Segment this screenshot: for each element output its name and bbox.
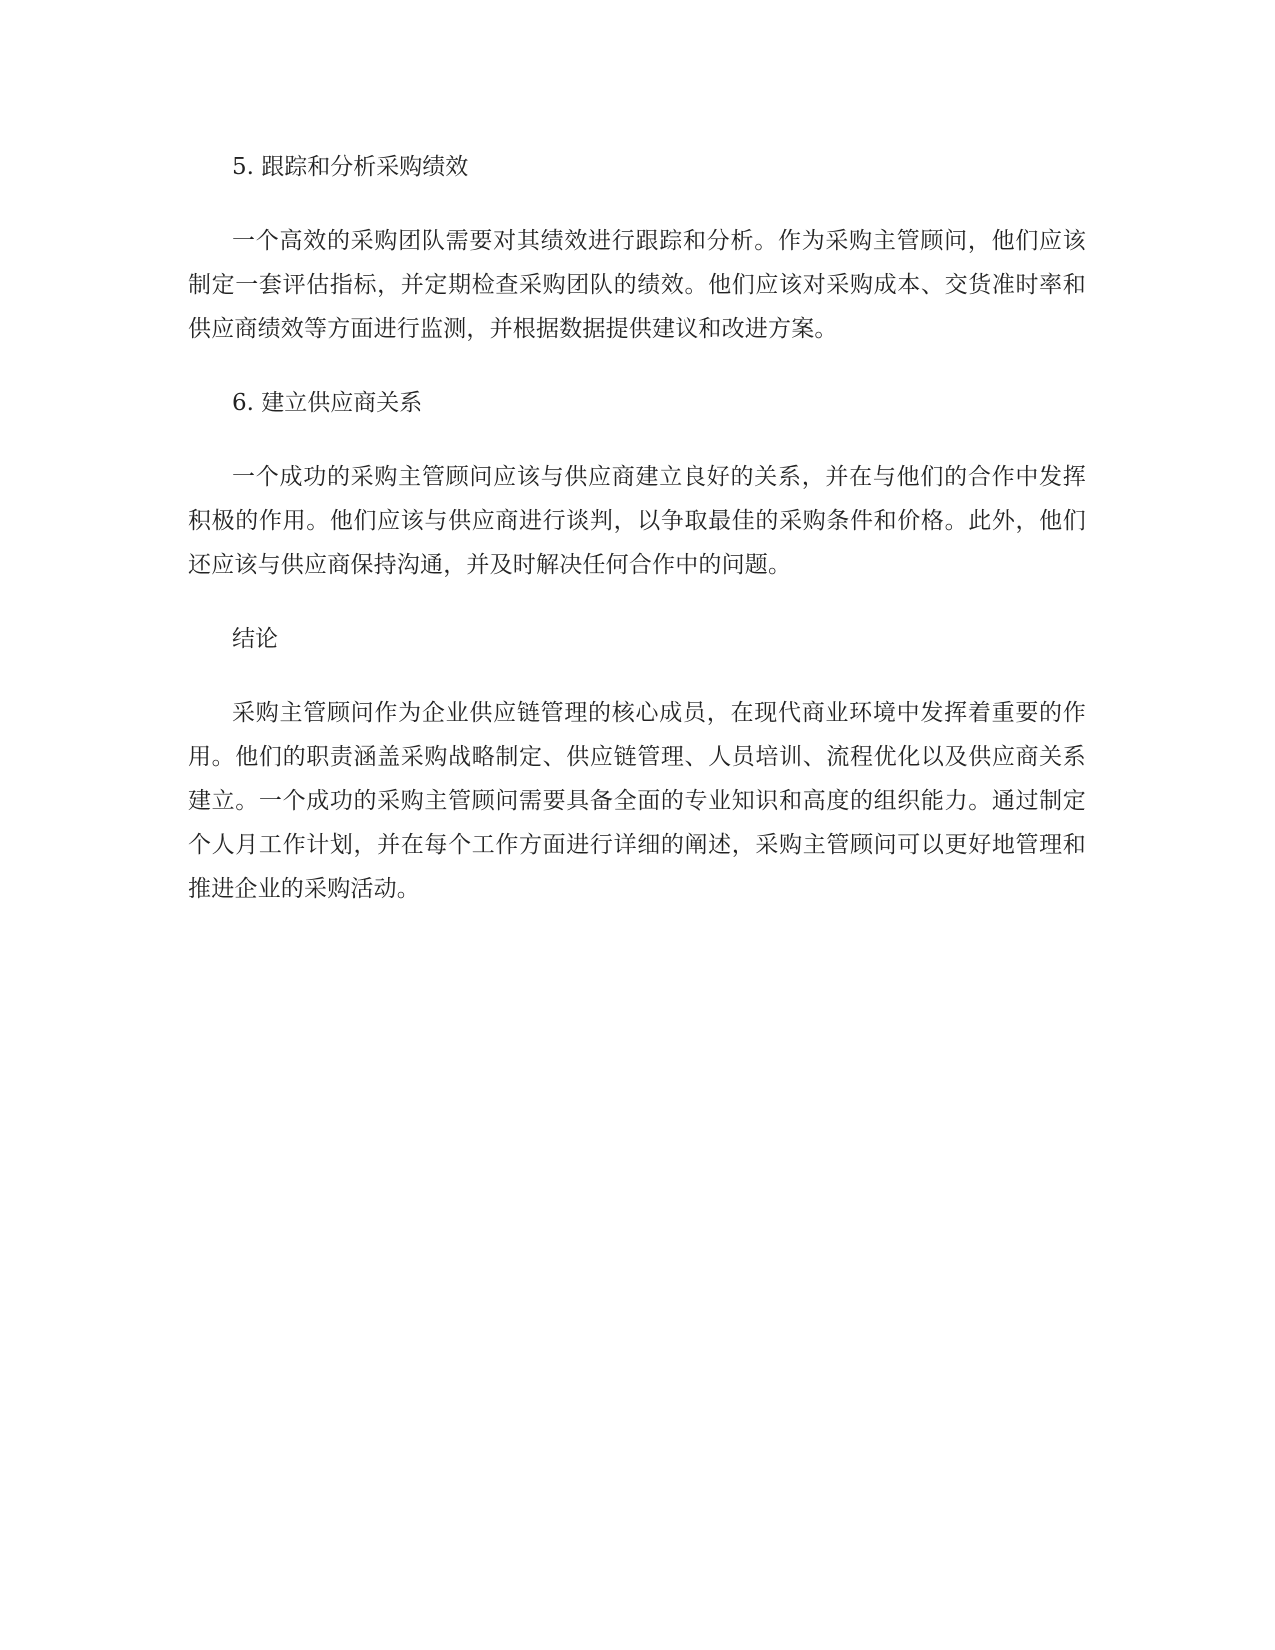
section-paragraph-supplier-relations: 一个成功的采购主管顾问应该与供应商建立良好的关系，并在与他们的合作中发挥积极的作用。他们应该与供应商进行谈判，以争取最佳的采购条件和价格。此外，他们还应该与供应商保持沟通，并及时解决任何合作中的问题。 xyxy=(188,464,1086,578)
section-heading-conclusion: 结论 xyxy=(232,626,278,652)
section-heading-tracking-performance: 5. 跟踪和分析采购绩效 xyxy=(232,154,469,180)
section-paragraph-tracking-performance: 一个高效的采购团队需要对其绩效进行跟踪和分析。作为采购主管顾问，他们应该制定一套评估指标，并定期检查采购团队的绩效。他们应该对采购成本、交货准时率和供应商绩效等方面进行监测，并根据数据提供建议和改进方案。 xyxy=(188,228,1086,342)
document-body xyxy=(188,145,1086,941)
section-paragraph-conclusion: 采购主管顾问作为企业供应链管理的核心成员，在现代商业环境中发挥着重要的作用。他们的职责涵盖采购战略制定、供应链管理、人员培训、流程优化以及供应商关系建立。一个成功的采购主管顾问需要具备全面的专业知识和高度的组织能力。通过制定个人月工作计划，并在每个工作方面进行详细的阐述，采购主管顾问可以更好地管理和推进企业的采购活动。 xyxy=(188,700,1086,902)
section-heading-supplier-relations: 6. 建立供应商关系 xyxy=(232,390,423,416)
